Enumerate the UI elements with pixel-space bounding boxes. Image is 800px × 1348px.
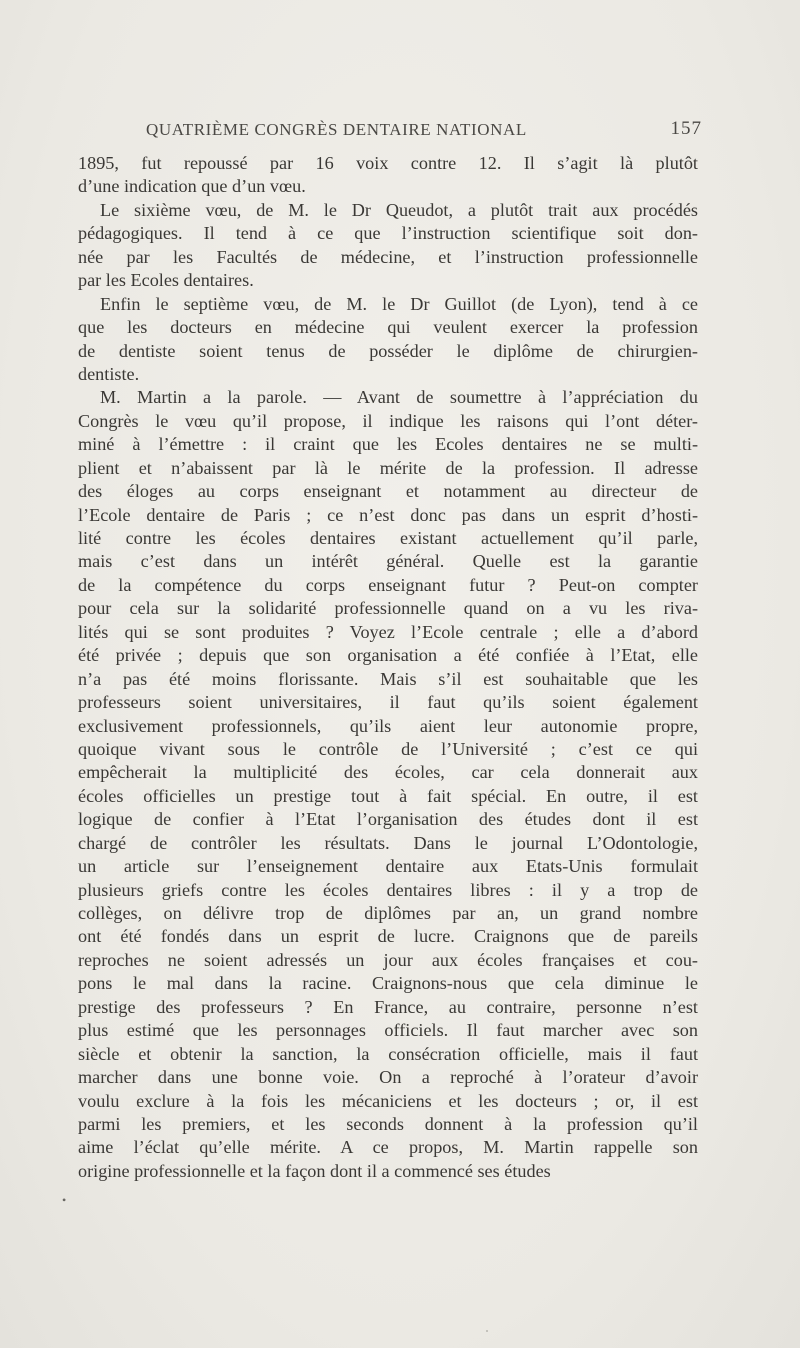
text-line: pédagogiques. Il tend à ce que l’instruction scientifique soit don- bbox=[78, 223, 698, 244]
paper-speck bbox=[486, 1330, 488, 1332]
text-line: parmi les premiers, et les seconds donnent à la profession qu’il bbox=[78, 1113, 698, 1134]
text-line: collèges, on délivre trop de diplômes par an, un grand nombre bbox=[78, 903, 698, 923]
text-line: quoique vivant sous le contrôle de l’Université ; c’est ce qui bbox=[78, 738, 698, 759]
text-line: chargé de contrôler les résultats. Dans le journal L’Odontologie, bbox=[78, 832, 698, 853]
text-line: 1895, fut repoussé par 16 voix contre 12. Il s’agit là plutôt bbox=[78, 153, 698, 173]
page-number: 157 bbox=[670, 118, 702, 139]
text-line: professeurs soient universitaires, il faut qu’ils soient également bbox=[78, 692, 698, 713]
body-text bbox=[78, 152, 698, 1183]
text-line: plient et n’abaissent par là le mérite de la profession. Il adresse bbox=[78, 457, 698, 478]
text-line: un article sur l’enseignement dentaire aux Etats-Unis formulait bbox=[78, 856, 698, 877]
text-line: Congrès le vœu qu’il propose, il indique les raisons qui l’ont déter- bbox=[78, 410, 698, 431]
text-line: mais c’est dans un intérêt général. Quelle est la garantie bbox=[78, 551, 698, 572]
text-line: miné à l’émettre : il craint que les Ecoles dentaires ne se multi- bbox=[78, 434, 698, 455]
text-line: ont été fondés dans un esprit de lucre. Craignons que de pareils bbox=[78, 926, 698, 947]
running-title: QUATRIÈME CONGRÈS DENTAIRE NATIONAL bbox=[146, 120, 527, 139]
text-line: M. Martin a la parole. — Avant de soumettre à l’appréciation du bbox=[100, 387, 698, 408]
text-line: aime l’éclat qu’elle mérite. A ce propos, M. Martin rappelle son bbox=[78, 1137, 698, 1158]
text-line: née par les Facultés de médecine, et l’instruction professionnelle bbox=[78, 246, 698, 267]
text-line: Enfin le septième vœu, de M. le Dr Guillot (de Lyon), tend à ce bbox=[100, 293, 698, 314]
text-line: pons le mal dans la racine. Craignons-nous que cela diminue le bbox=[78, 973, 698, 994]
margin-mark: • bbox=[62, 1193, 67, 1207]
text-line: lité contre les écoles dentaires existant actuellement qu’il parle, bbox=[78, 528, 698, 548]
text-line: empêcherait la multiplicité des écoles, car cela donnerait aux bbox=[78, 762, 698, 783]
text-line: l’Ecole dentaire de Paris ; ce n’est donc pas dans un esprit d’hosti- bbox=[78, 504, 698, 525]
text-line: n’a pas été moins florissante. Mais s’il est souhaitable que les bbox=[78, 668, 698, 689]
text-line: de la compétence du corps enseignant futur ? Peut-on compter bbox=[78, 574, 698, 595]
text-line: origine professionnelle et la façon dont il a commencé ses études bbox=[78, 1160, 551, 1181]
text-line: Le sixième vœu, de M. le Dr Queudot, a plutôt trait aux procédés bbox=[100, 199, 698, 220]
text-line: d’une indication que d’un vœu. bbox=[78, 176, 306, 197]
text-line: logique de confier à l’Etat l’organisation des études dont il est bbox=[78, 809, 698, 830]
text-line: marcher dans une bonne voie. On a reproché à l’orateur d’avoir bbox=[78, 1067, 698, 1088]
text-line: voulu exclure à la fois les mécaniciens et les docteurs ; or, il est bbox=[78, 1090, 698, 1111]
text-line: prestige des professeurs ? En France, au contraire, personne n’est bbox=[78, 996, 698, 1017]
text-line: reproches ne soient adressés un jour aux écoles françaises et cou- bbox=[78, 949, 698, 970]
text-line: siècle et obtenir la sanction, la consécration officielle, mais il faut bbox=[78, 1043, 698, 1064]
text-line: de dentiste soient tenus de posséder le diplôme de chirurgien- bbox=[78, 340, 698, 361]
text-line: plus estimé que les personnages officiels. Il faut marcher avec son bbox=[78, 1020, 698, 1041]
page-header bbox=[146, 118, 702, 144]
text-line: plusieurs griefs contre les écoles dentaires libres : il y a trop de bbox=[78, 879, 698, 900]
text-line: pour cela sur la solidarité professionnelle quand on a vu les riva- bbox=[78, 598, 698, 619]
text-line: que les docteurs en médecine qui veulent exercer la profession bbox=[78, 317, 698, 338]
text-line: été privée ; depuis que son organisation a été confiée à l’Etat, elle bbox=[78, 645, 698, 666]
text-line: des éloges au corps enseignant et notamment au directeur de bbox=[78, 481, 698, 502]
text-line: écoles officielles un prestige tout à fait spécial. En outre, il est bbox=[78, 785, 698, 806]
text-line: dentiste. bbox=[78, 363, 140, 384]
text-line: lités qui se sont produites ? Voyez l’Ecole centrale ; elle a d’abord bbox=[78, 621, 698, 642]
text-line: exclusivement professionnels, qu’ils aient leur autonomie propre, bbox=[78, 715, 698, 736]
text-line: par les Ecoles dentaires. bbox=[78, 270, 254, 291]
